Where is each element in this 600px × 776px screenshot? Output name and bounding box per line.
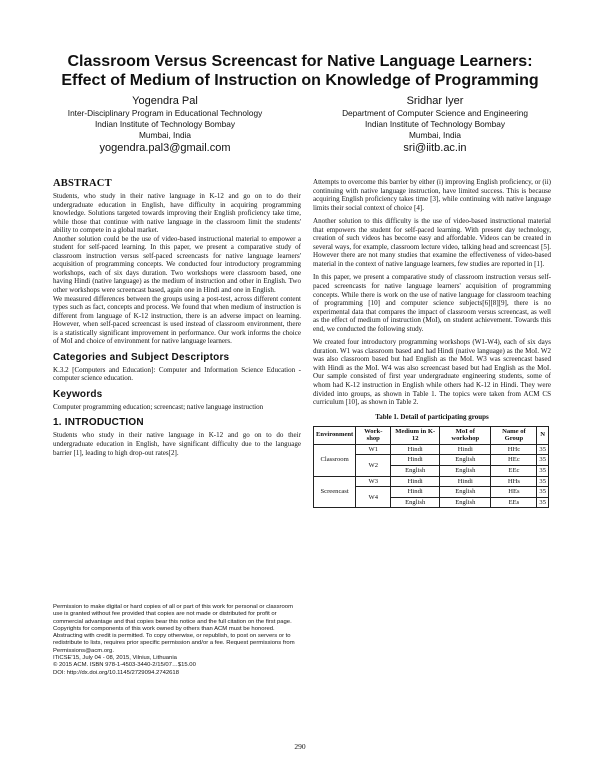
right-column [313, 178, 551, 508]
paper-title [20, 52, 580, 90]
cell-k12: English [391, 497, 440, 508]
categories-text: K.3.2 [Computers and Education]: Computer and Information Science Education - computer science education. [53, 365, 301, 383]
header-moi-workshop: MoI of workshop [440, 426, 491, 444]
author-institute: Indian Institute of Technology Bombay [364, 119, 506, 129]
keywords-heading: Keywords [53, 388, 103, 400]
header-workshop: Work-shop [356, 426, 391, 444]
cell-moi: English [440, 497, 491, 508]
cell-k12: Hindi [391, 487, 440, 498]
cell-k12: Hindi [391, 444, 440, 455]
author-institute: Indian Institute of Technology Bombay [94, 119, 236, 129]
author-block-1 [30, 95, 300, 155]
author-block-2 [300, 95, 570, 155]
title-line-2: Effect of Medium of Instruction on Knowledge of Programming [61, 72, 539, 89]
header-group-name: Name of Group [491, 426, 537, 444]
groups-table [313, 426, 549, 509]
cell-moi: English [440, 466, 491, 477]
introduction-paragraph-1: Students who study in their native language in K-12 and go on to do their undergraduate education in English, have significant difficulty due to the language barrier [1], leading to high drop-out rates[2]. [53, 431, 301, 457]
left-column [53, 178, 301, 457]
cell-environment: Classroom [314, 444, 356, 476]
header-n: N [537, 426, 549, 444]
body-paragraph-3: In this paper, we present a comparative study of classroom instruction versus self-paced screencasts for native language learners' acquisition of programming concepts. While there is work on the use of native language for classroom teaching of programming [10] and computer science subjects[6][8][9], there is no experimental data that compares the impact of classroom versus screencast, as well as the effect of medium of instruction (MoI), on student achievement. Towards this end, we conducted the following study. [313, 273, 551, 333]
cell-n: 35 [537, 497, 549, 508]
page-number: 290 [294, 742, 306, 751]
cell-n: 35 [537, 487, 549, 498]
copyright-line: © 2015 ACM. ISBN 978-1-4503-3440-2/15/07…$15.00 [53, 662, 196, 669]
cell-n: 35 [537, 476, 549, 487]
author-name: Yogendra Pal [132, 95, 198, 107]
cell-group: EEs [491, 497, 537, 508]
author-location: Mumbai, India [408, 130, 462, 140]
cell-group: EEc [491, 466, 537, 477]
cell-moi: Hindi [440, 476, 491, 487]
cell-k12: English [391, 466, 440, 477]
abstract-paragraph-1: Students, who study in their native language in K-12 and go on to do their undergraduate education in English, have difficulty in acquiring programming knowledge. Solutions targeted towards improving their English proficiency take time, while those that continue with native language in the classroom limit the students' ability to compete in a global market. [53, 192, 301, 235]
author-location: Mumbai, India [138, 130, 192, 140]
cell-workshop: W4 [356, 487, 391, 508]
cell-group: HEc [491, 455, 537, 466]
cell-group: HHc [491, 444, 537, 455]
cell-n: 35 [537, 444, 549, 455]
body-paragraph-4: We created four introductory programming workshops (W1-W4), each of six days duration. W1 was classroom based and had Hindi (native language) as the MoI. W2 was also classroom based but had English as the MoI. W3 was screencast based with Hindi as the MoI. W4 was also screencast based but had English as the MoI. Our sample consisted of first year undergraduate engineering students, some of whom had K-12 instruction in English while others had K-12 in Hindi. They were divided into groups, as shown in Table 1. The topics were taken from ACM CS curriculum [10], as shown in Table 2. [313, 338, 551, 407]
author-affiliation: Inter-Disciplinary Program in Educational Technology [67, 108, 263, 118]
abstract-heading: ABSTRACT [53, 178, 112, 189]
author-name: Sridhar Iyer [406, 95, 464, 107]
author-email[interactable]: sri@iitb.ac.in [403, 142, 467, 154]
cell-moi: English [440, 487, 491, 498]
conference-line: ITiCSE'15, July 04 - 08, 2015, Vilnius, Lithuania [53, 655, 177, 662]
title-line-1: Classroom Versus Screencast for Native Language Learners: [67, 53, 533, 70]
cell-n: 35 [537, 455, 549, 466]
cell-workshop: W2 [356, 455, 391, 476]
abstract-paragraph-2: Another solution could be the use of video-based instructional material to empower a student for self-paced learning. In this paper, we present a comparative study of classroom instruction versus self-paced screencasts for native language learners' acquisition of programming concepts. We conducted four introductory programming workshops, each of six days duration. Two workshops were classroom based, one having Hindi (native language) as the medium of instruction and other in English. Two other workshops were screencast based, again one in Hindi and one in English. [53, 234, 301, 295]
cell-n: 35 [537, 466, 549, 477]
cell-moi: Hindi [440, 444, 491, 455]
cell-workshop: W1 [356, 444, 391, 455]
cell-group: HHs [491, 476, 537, 487]
author-email[interactable]: yogendra.pal3@gmail.com [99, 142, 231, 154]
table-row [314, 444, 549, 455]
categories-heading: Categories and Subject Descriptors [53, 351, 230, 363]
cell-workshop: W3 [356, 476, 391, 487]
body-paragraph-1: Attempts to overcome this barrier by either (i) improving English proficiency, or (ii) continuing with native language instruction, have limited success. This is because acquiring English proficiency takes time [3], while continuing with native language limits their social context of choice [4]. [313, 178, 551, 212]
doi-line[interactable]: DOI: http://dx.doi.org/10.1145/2729094.2742618 [53, 669, 179, 676]
body-paragraph-2: Another solution to this difficulty is the use of video-based instructional material that empowers the student for self-paced learning. With present day technology, creation of such videos has become easy and affordable. Videos can be created in several ways, for example, classroom lecture video, talking head and screencast [5]. However there are not many studies that examine the effectiveness of video-based material in the context of native language learners, few studies are reported in [1]. [313, 217, 551, 268]
header-medium-k12: Medium in K-12 [391, 426, 440, 444]
introduction-heading: 1. INTRODUCTION [53, 417, 144, 429]
author-affiliation: Department of Computer Science and Engineering [342, 108, 528, 118]
cell-group: HEs [491, 487, 537, 498]
cell-moi: English [440, 455, 491, 466]
abstract-paragraph-3: We measured differences between the groups using a post-test, across different content types such as fact, concepts and process. We found that when medium of instruction is different from language of K-12 instruction, there is an adverse impact on learning. However, when self-paced screencast is used instead of classroom environment, there is a statistically significant improvement in performance. Our work informs the choice of MoI and choice of environment for native language learners. [53, 294, 301, 346]
keywords-text: Computer programming education; screencast; native language instruction [53, 402, 264, 411]
cell-k12: Hindi [391, 476, 440, 487]
permission-notice [53, 604, 298, 677]
table-row [314, 476, 549, 487]
permission-text: Permission to make digital or hard copies of all or part of this work for personal or classroom use is granted without fee provided that copies are not made or distributed for profit or commercial advantage and that copies bear this notice and the full citation on the first page. Copyrights for components of this work owned by others than ACM must be honored. Abstracting with credit is permitted. To copy otherwise, or republish, to post on servers or to redistribute to lists, requires prior specific permission and/or a fee. Request permissions from Permissions@acm.org. [53, 604, 295, 654]
cell-k12: Hindi [391, 455, 440, 466]
header-environment: Environment [314, 426, 356, 444]
cell-environment: Screencast [314, 476, 356, 508]
table-header-row [314, 426, 549, 444]
table-caption: Table 1. Detail of participating groups [375, 412, 489, 421]
